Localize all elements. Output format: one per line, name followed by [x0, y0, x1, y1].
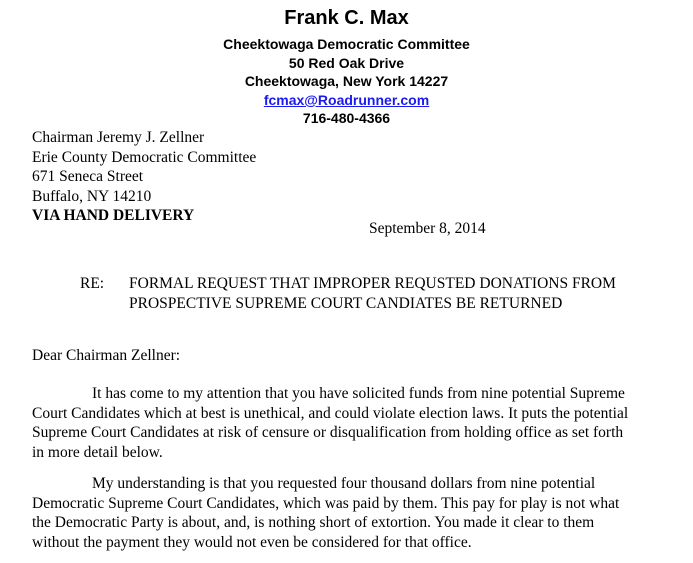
sender-city: Cheektowaga, New York 14227 [244, 73, 449, 89]
recipient-line: Chairman Jeremy J. Zellner [32, 129, 205, 146]
sender-phone: 716-480-4366 [302, 110, 391, 126]
recipient-line: Erie County Democratic Committee [32, 148, 257, 166]
paragraph-line: Democratic Supreme Court Candidates, which was paid by them. This pay for play is not what [32, 494, 620, 512]
subject-line: FORMAL REQUEST THAT IMPROPER REQUSTED DONATIONS FROM [129, 275, 616, 292]
subject-label: RE: [80, 275, 105, 292]
sender-email-line [0, 91, 693, 109]
body-paragraph [32, 384, 628, 462]
paragraph-line: in more detail below. [32, 443, 163, 461]
letter-date: September 8, 2014 [369, 220, 486, 237]
subject-text [129, 274, 616, 313]
body-paragraph [32, 474, 619, 552]
paragraph-line: My understanding is that you requested four thousand dollars from nine potential [92, 475, 596, 492]
sender-organization: Cheektowaga Democratic Committee [223, 36, 470, 52]
recipient-line: 671 Seneca Street [32, 168, 144, 185]
paragraph-line: without the payment they would not even be considered for that office. [32, 533, 472, 551]
delivery-method: VIA HAND DELIVERY [32, 207, 195, 224]
paragraph-line: the Democratic Party is about, and, is nothing short of extortion. You made it clear to them [32, 514, 595, 531]
subject-line: PROSPECTIVE SUPREME COURT CANDIATES BE RETURNED [129, 294, 563, 312]
paragraph-line: Court Candidates which at best is unethical, and could violate election laws. It puts the potential [32, 404, 629, 422]
sender-street: 50 Red Oak Drive [288, 55, 405, 71]
recipient-line: Buffalo, NY 14210 [32, 187, 152, 205]
paragraph-line: Supreme Court Candidates at risk of censure or disqualification from holding office as set forth [32, 424, 624, 441]
paragraph-line: It has come to my attention that you have solicited funds from nine potential Supreme [92, 385, 625, 402]
salutation: Dear Chairman Zellner: [32, 347, 181, 364]
sender-email-link[interactable]: fcmax@Roadrunner.com [263, 92, 430, 108]
sender-name: Frank C. Max [284, 7, 409, 29]
recipient-address [32, 128, 256, 226]
